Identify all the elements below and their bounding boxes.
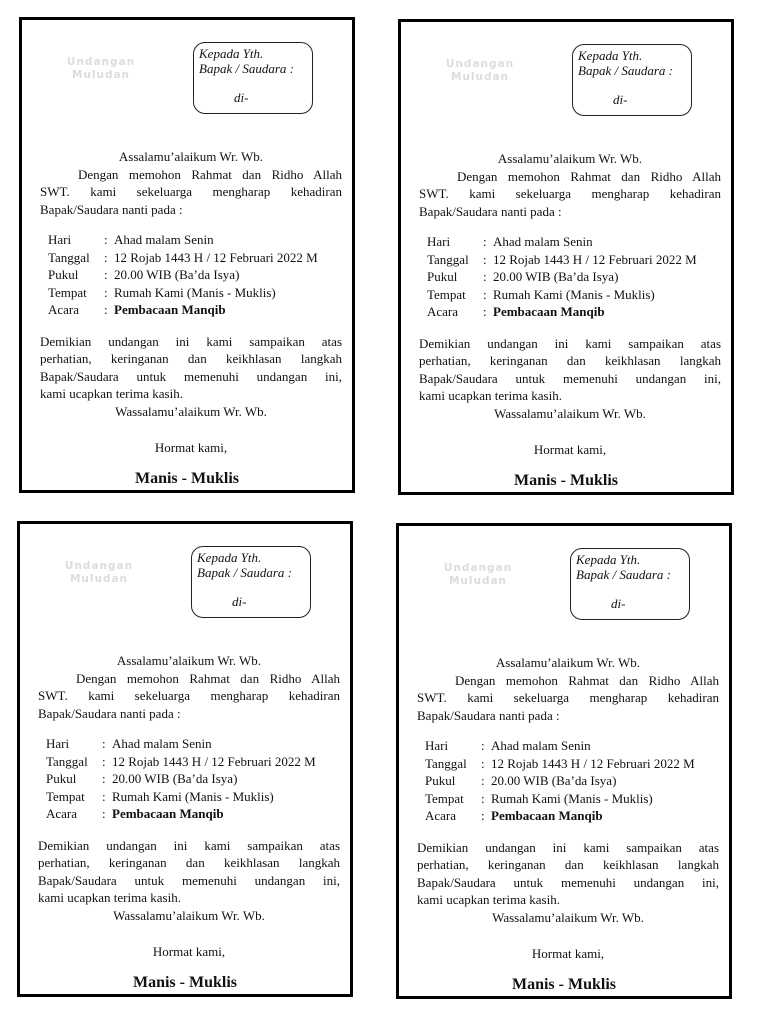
detail-label: Tempat [427, 286, 466, 302]
detail-label: Tempat [46, 788, 85, 804]
detail-value: Ahad malam Senin [491, 738, 591, 753]
detail-separator: : [104, 284, 108, 300]
watermark-text [433, 562, 523, 588]
detail-value: Ahad malam Senin [493, 234, 593, 249]
detail-separator: : [104, 232, 108, 247]
recipient-line-2: Bapak / Saudara : [576, 567, 671, 582]
intro-line: Bapak/Saudara nanti pada : [38, 705, 181, 721]
detail-separator: : [483, 286, 487, 302]
detail-row [425, 737, 695, 755]
signature-name: Manis - Muklis [513, 472, 618, 489]
closing-line: Bapak/Saudara untuk memenuhi undangan ini, [38, 872, 340, 888]
greeting: Assalamu’alaikum Wr. Wb. [497, 151, 643, 166]
watermark-text [56, 56, 146, 82]
detail-label: Hari [425, 738, 449, 753]
detail-label: Pukul [425, 773, 456, 788]
detail-label: Acara [48, 302, 80, 317]
closing-line: perhatian, keringanan dan keikhlasan langkah [417, 857, 719, 872]
closing-line: Demikian undangan ini kami sampaikan atas [417, 839, 719, 855]
recipient-line-1: Kepada Yth. [199, 46, 264, 61]
watermark-text [435, 58, 525, 84]
intro-line: SWT. kami sekeluarga mengharap kehadiran [40, 184, 342, 199]
recipient-line-3: di- [234, 90, 249, 105]
detail-value: 12 Rojab 1443 H / 12 Februari 2022 M [491, 755, 695, 771]
detail-value: 12 Rojab 1443 H / 12 Februari 2022 M [112, 753, 316, 769]
signature-name: Manis - Muklis [132, 974, 237, 991]
watermark-line: Undangan [443, 562, 513, 574]
recipient-address-box [572, 44, 692, 116]
detail-row [425, 772, 695, 790]
watermark-line: Muludan [69, 573, 129, 585]
detail-value: Ahad malam Senin [114, 232, 214, 247]
invitation-card-1 [19, 17, 355, 493]
closing-line: Bapak/Saudara untuk memenuhi undangan ini, [40, 368, 342, 384]
invitation-body [40, 148, 342, 457]
detail-value: Rumah Kami (Manis - Muklis) [493, 286, 655, 302]
closing-line: Demikian undangan ini kami sampaikan atas [38, 837, 340, 853]
detail-row [48, 284, 318, 302]
intro-line: SWT. kami sekeluarga mengharap kehadiran [417, 690, 719, 705]
recipient-line-1: Kepada Yth. [578, 48, 643, 63]
detail-row [48, 266, 318, 284]
detail-label: Hari [46, 736, 70, 751]
closing-line: perhatian, keringanan dan keikhlasan langkah [38, 855, 340, 870]
detail-value: Rumah Kami (Manis - Muklis) [491, 790, 653, 806]
intro-line: Bapak/Saudara nanti pada : [417, 707, 560, 723]
watermark-line: Muludan [448, 575, 508, 587]
recipient-line-1: Kepada Yth. [197, 550, 262, 565]
signature-name: Manis - Muklis [134, 470, 239, 487]
recipient-line-3: di- [232, 594, 247, 609]
detail-separator: : [481, 773, 485, 788]
closing-line: kami ucapkan terima kasih. [38, 890, 181, 905]
event-details-table [48, 231, 318, 319]
detail-value: 12 Rojab 1443 H / 12 Februari 2022 M [493, 251, 697, 267]
detail-label: Acara [427, 304, 459, 319]
intro-line: Bapak/Saudara nanti pada : [40, 201, 183, 217]
detail-separator: : [483, 234, 487, 249]
closing-salam: Wassalamu’alaikum Wr. Wb. [492, 909, 644, 925]
recipient-line-3: di- [613, 92, 628, 107]
recipient-address-box [193, 42, 313, 114]
detail-label: Tanggal [48, 249, 90, 265]
detail-row [425, 755, 695, 773]
hormat-kami: Hormat kami, [533, 442, 607, 457]
detail-row [48, 249, 318, 267]
closing-paragraph [40, 333, 342, 403]
hormat-kami: Hormat kami, [154, 440, 228, 455]
detail-row [427, 303, 697, 321]
detail-label: Acara [425, 808, 457, 823]
closing-salam: Wassalamu’alaikum Wr. Wb. [494, 405, 646, 421]
event-details-table [427, 233, 697, 321]
detail-row [46, 770, 316, 788]
detail-value: 20.00 WIB (Ba’da Isya) [493, 269, 619, 284]
hormat-kami: Hormat kami, [152, 944, 226, 959]
detail-value: 20.00 WIB (Ba’da Isya) [112, 771, 238, 786]
detail-row [46, 735, 316, 753]
detail-label: Hari [427, 234, 451, 249]
closing-line: kami ucapkan terima kasih. [40, 386, 183, 401]
detail-value: 20.00 WIB (Ba’da Isya) [491, 773, 617, 788]
detail-separator: : [102, 771, 106, 786]
invitation-card-4 [396, 523, 732, 999]
invitation-body [417, 654, 719, 963]
intro-line: Dengan memohon Rahmat dan Ridho Allah [78, 166, 342, 182]
detail-separator: : [104, 267, 108, 282]
closing-line: Bapak/Saudara untuk memenuhi undangan ini, [419, 370, 721, 386]
detail-separator: : [481, 808, 485, 823]
detail-row [46, 805, 316, 823]
detail-value: Ahad malam Senin [112, 736, 212, 751]
detail-label: Pukul [48, 267, 79, 282]
intro-line: SWT. kami sekeluarga mengharap kehadiran [419, 186, 721, 201]
invitation-card-2 [398, 19, 734, 495]
greeting: Assalamu’alaikum Wr. Wb. [116, 653, 262, 668]
closing-line: perhatian, keringanan dan keikhlasan langkah [40, 351, 342, 366]
detail-label: Tempat [425, 790, 464, 806]
closing-line: kami ucapkan terima kasih. [417, 892, 560, 907]
greeting: Assalamu’alaikum Wr. Wb. [118, 149, 264, 164]
detail-value: Pembacaan Manqib [493, 304, 605, 319]
recipient-line-2: Bapak / Saudara : [578, 63, 673, 78]
recipient-line-3: di- [611, 596, 626, 611]
closing-line: perhatian, keringanan dan keikhlasan langkah [419, 353, 721, 368]
watermark-line: Undangan [445, 58, 515, 70]
closing-line: Demikian undangan ini kami sampaikan atas [40, 333, 342, 349]
signature-name: Manis - Muklis [511, 976, 616, 993]
invitation-body [38, 652, 340, 961]
intro-line: SWT. kami sekeluarga mengharap kehadiran [38, 688, 340, 703]
watermark-line: Undangan [64, 560, 134, 572]
detail-label: Tanggal [427, 251, 469, 267]
detail-separator: : [104, 249, 108, 265]
detail-row [427, 251, 697, 269]
detail-row [427, 268, 697, 286]
detail-label: Tanggal [425, 755, 467, 771]
detail-separator: : [481, 790, 485, 806]
detail-value: Rumah Kami (Manis - Muklis) [112, 788, 274, 804]
detail-row [46, 788, 316, 806]
detail-separator: : [102, 753, 106, 769]
closing-paragraph [419, 335, 721, 405]
watermark-line: Undangan [66, 56, 136, 68]
detail-label: Pukul [427, 269, 458, 284]
recipient-line-2: Bapak / Saudara : [197, 565, 292, 580]
closing-line: Demikian undangan ini kami sampaikan atas [419, 335, 721, 351]
event-details-table [425, 737, 695, 825]
detail-value: Pembacaan Manqib [491, 808, 603, 823]
event-details-table [46, 735, 316, 823]
detail-row [425, 807, 695, 825]
detail-row [427, 286, 697, 304]
detail-row [46, 753, 316, 771]
closing-line: kami ucapkan terima kasih. [419, 388, 562, 403]
detail-value: Pembacaan Manqib [112, 806, 224, 821]
detail-separator: : [483, 251, 487, 267]
detail-value: Rumah Kami (Manis - Muklis) [114, 284, 276, 300]
hormat-kami: Hormat kami, [531, 946, 605, 961]
detail-row [425, 790, 695, 808]
detail-separator: : [102, 736, 106, 751]
closing-salam: Wassalamu’alaikum Wr. Wb. [115, 403, 267, 419]
greeting: Assalamu’alaikum Wr. Wb. [495, 655, 641, 670]
detail-value: 12 Rojab 1443 H / 12 Februari 2022 M [114, 249, 318, 265]
watermark-line: Muludan [450, 71, 510, 83]
detail-value: Pembacaan Manqib [114, 302, 226, 317]
detail-row [427, 233, 697, 251]
intro-line: Dengan memohon Rahmat dan Ridho Allah [76, 670, 340, 686]
detail-label: Pukul [46, 771, 77, 786]
closing-paragraph [38, 837, 340, 907]
detail-label: Hari [48, 232, 72, 247]
detail-separator: : [104, 302, 108, 317]
recipient-address-box [191, 546, 311, 618]
detail-label: Acara [46, 806, 78, 821]
detail-separator: : [483, 304, 487, 319]
detail-label: Tempat [48, 284, 87, 300]
detail-value: 20.00 WIB (Ba’da Isya) [114, 267, 240, 282]
detail-separator: : [481, 755, 485, 771]
detail-separator: : [481, 738, 485, 753]
recipient-line-1: Kepada Yth. [576, 552, 641, 567]
detail-separator: : [102, 788, 106, 804]
closing-paragraph [417, 839, 719, 909]
invitation-body [419, 150, 721, 459]
detail-separator: : [483, 269, 487, 284]
intro-line: Dengan memohon Rahmat dan Ridho Allah [455, 672, 719, 688]
recipient-address-box [570, 548, 690, 620]
intro-line: Bapak/Saudara nanti pada : [419, 203, 562, 219]
detail-row [48, 231, 318, 249]
recipient-line-2: Bapak / Saudara : [199, 61, 294, 76]
closing-line: Bapak/Saudara untuk memenuhi undangan ini, [417, 874, 719, 890]
detail-label: Tanggal [46, 753, 88, 769]
intro-line: Dengan memohon Rahmat dan Ridho Allah [457, 168, 721, 184]
invitation-card-3 [17, 521, 353, 997]
detail-separator: : [102, 806, 106, 821]
watermark-text [54, 560, 144, 586]
watermark-line: Muludan [71, 69, 131, 81]
closing-salam: Wassalamu’alaikum Wr. Wb. [113, 907, 265, 923]
detail-row [48, 301, 318, 319]
